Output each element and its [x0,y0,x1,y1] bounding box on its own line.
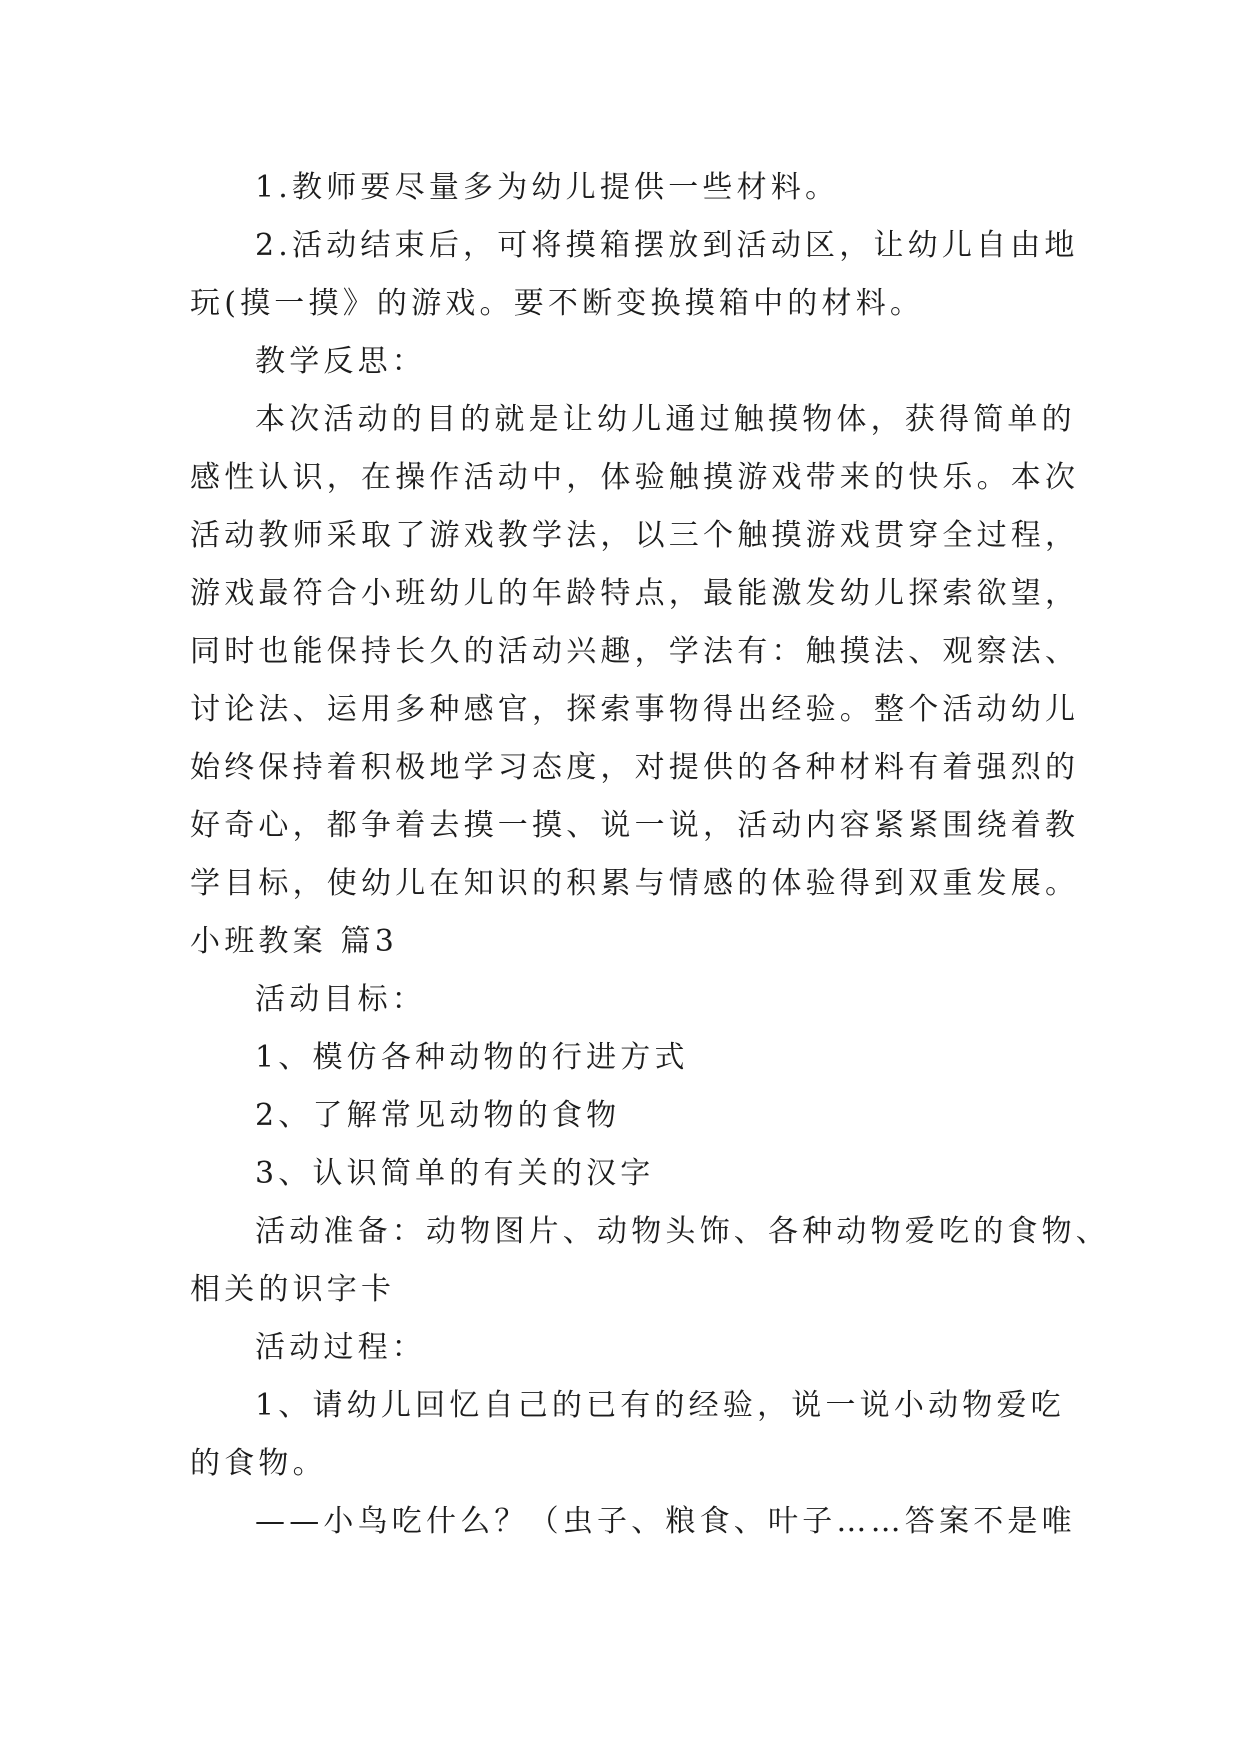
section-heading: 教学反思： [255,344,426,379]
text-line: 2.活动结束后，可将摸箱摆放到活动区，让幼儿自由地 [255,228,1079,263]
section-heading: 活动目标： [255,982,426,1017]
text-line: 始终保持着积极地学习态度，对提供的各种材料有着强烈的 [190,750,1080,785]
text-line: 3、认识简单的有关的汉字 [255,1156,655,1191]
section-title: 小班教案 篇3 [190,924,399,959]
text-line: 感性认识，在操作活动中，体验触摸游戏带来的快乐。本次 [190,460,1080,495]
text-line: 好奇心，都争着去摸一摸、说一说，活动内容紧紧围绕着教 [190,808,1080,843]
text-line: 游戏最符合小班幼儿的年龄特点，最能激发幼儿探索欲望， [190,576,1080,611]
text-line: 本次活动的目的就是让幼儿通过触摸物体，获得简单的 [255,402,1076,437]
section-heading: 活动过程： [255,1330,426,1365]
text-line: 1、模仿各种动物的行进方式 [255,1040,689,1075]
text-line: 玩(摸一摸》的游戏。要不断变换摸箱中的材料。 [190,286,925,321]
text-line: 活动教师采取了游戏教学法，以三个触摸游戏贯穿全过程， [190,518,1080,553]
text-line: 讨论法、运用多种感官，探索事物得出经验。整个活动幼儿 [190,692,1080,727]
text-line: ——小鸟吃什么？（虫子、粮食、叶子……答案不是唯 [255,1504,1076,1539]
text-line: 1、请幼儿回忆自己的已有的经验，说一说小动物爱吃 [255,1388,1065,1423]
text-line: 2、了解常见动物的食物 [255,1098,621,1133]
text-line: 相关的识字卡 [190,1272,396,1307]
text-line: 1.教师要尽量多为幼儿提供一些材料。 [255,170,840,205]
text-line: 的食物。 [190,1446,327,1481]
text-line: 学目标，使幼儿在知识的积累与情感的体验得到双重发展。 [190,866,1080,901]
text-line: 同时也能保持长久的活动兴趣，学法有：触摸法、观察法、 [190,634,1080,669]
text-line: 活动准备：动物图片、动物头饰、各种动物爱吃的食物、 [255,1214,1110,1249]
